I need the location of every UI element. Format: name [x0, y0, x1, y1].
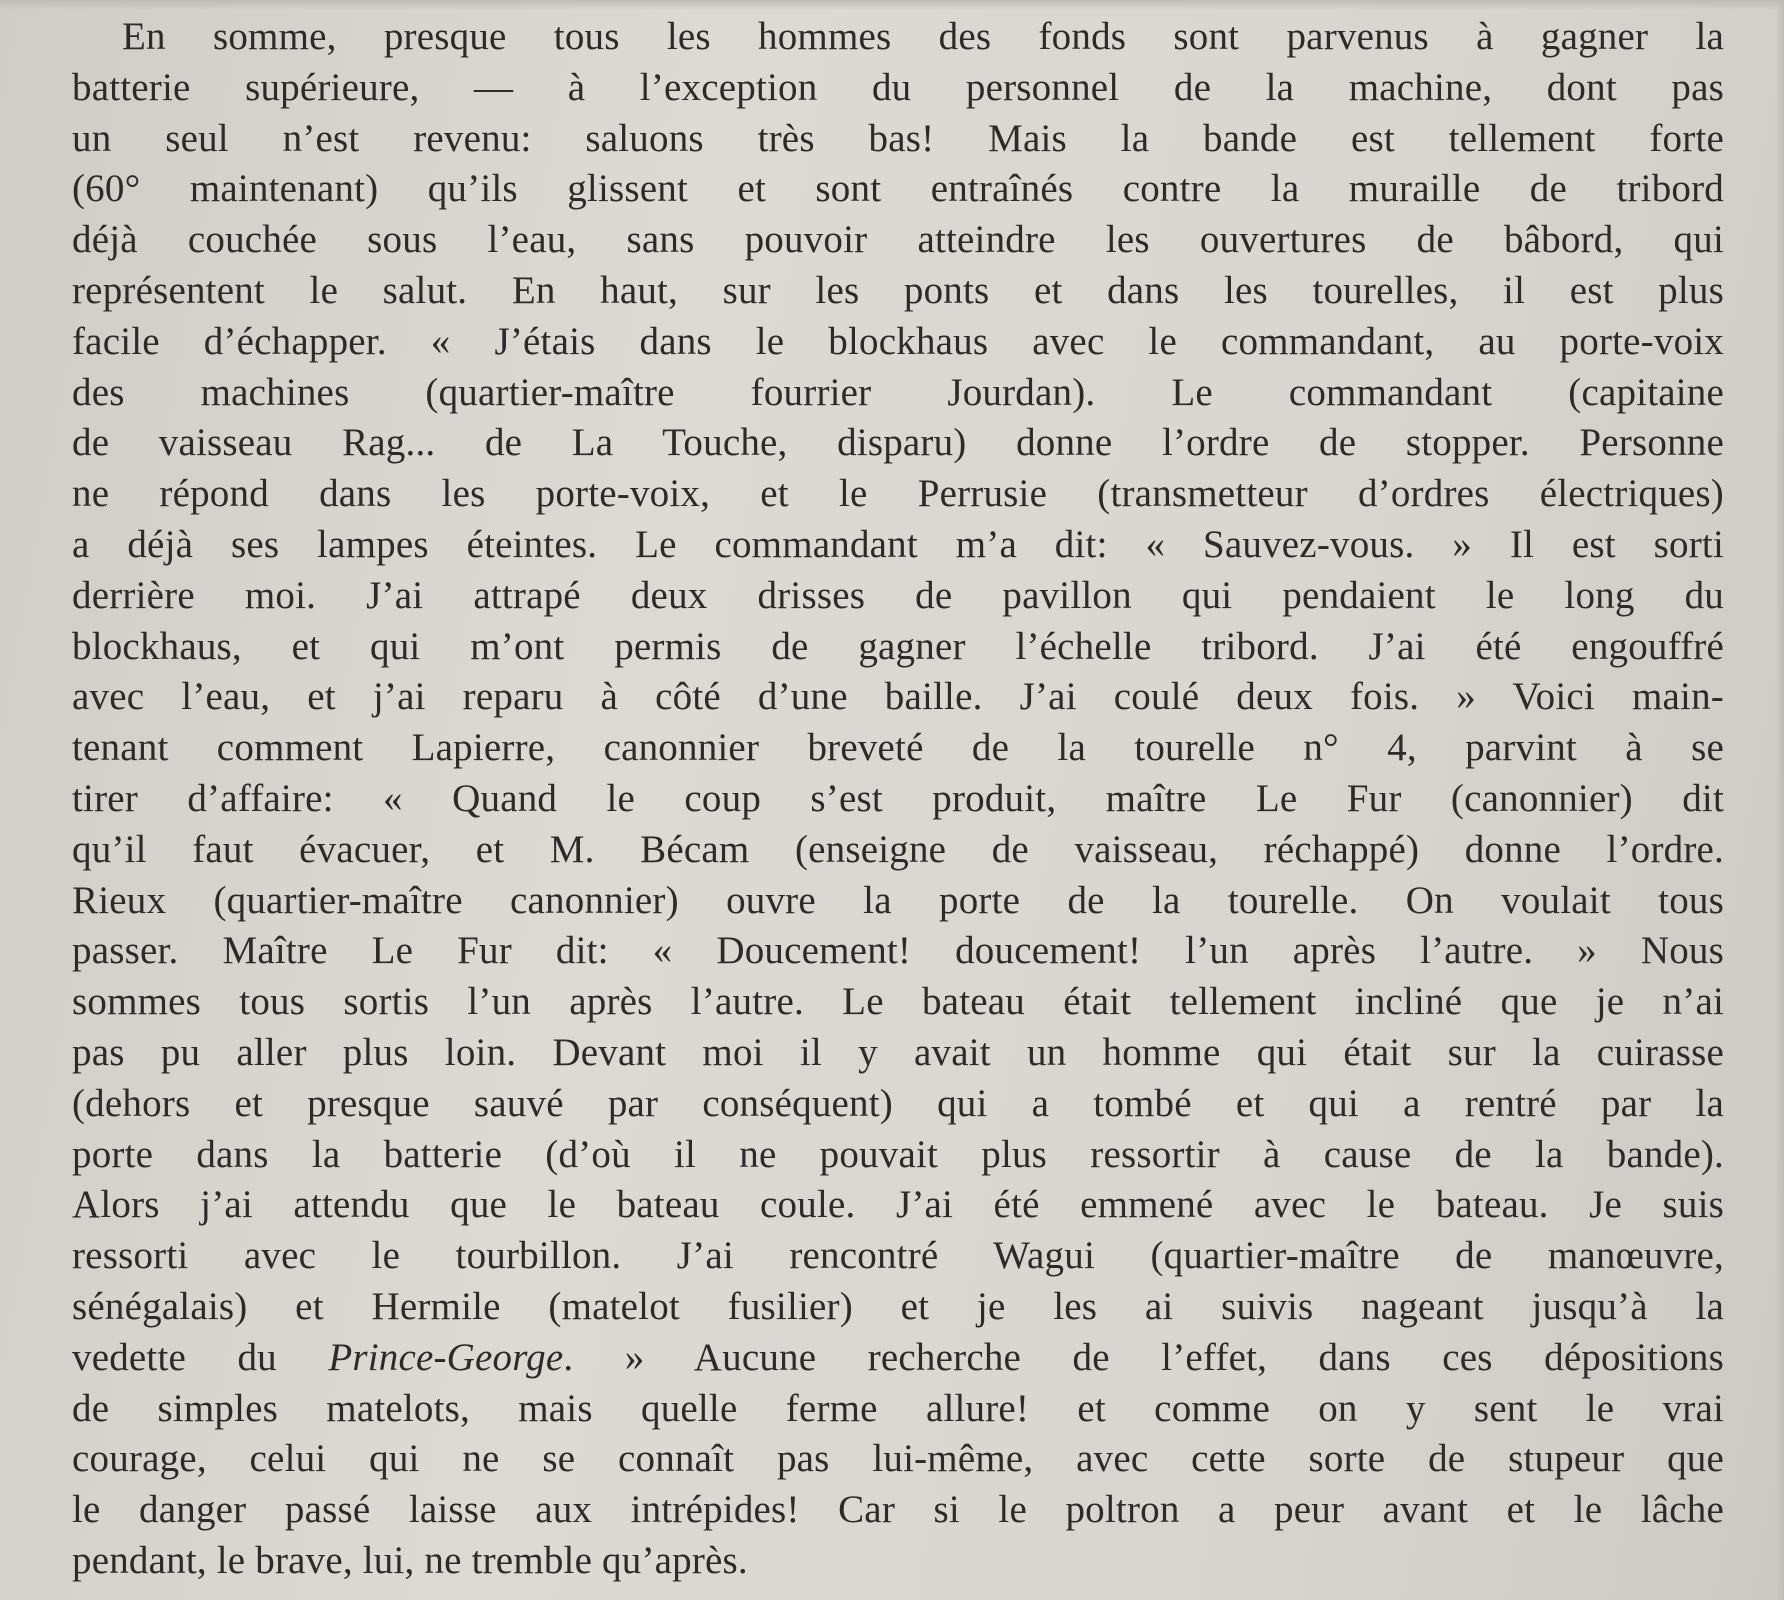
text-line-28: de simples matelots, mais quelle ferme allure! et comme on y sent le vrai [72, 1386, 1724, 1430]
text-line-16: tirer d’affaire: « Quand le coup s’est produit, maître Le Fur (canonnier) dit [72, 776, 1724, 820]
text-line-29: courage, celui qui ne se connaît pas lui-même, avec cette sorte de stupeur que [72, 1437, 1724, 1481]
text-line-7: facile d’échapper. « J’étais dans le blockhaus avec le commandant, au porte-voix [72, 319, 1724, 363]
text-line-5: déjà couchée sous l’eau, sans pouvoir atteindre les ouvertures de bâbord, qui [72, 218, 1724, 262]
text-line-31: pendant, le brave, lui, ne tremble qu’après. [72, 1538, 748, 1582]
text-line-30: le danger passé laisse aux intrépides! Car si le poltron a peur avant et le lâche [72, 1488, 1724, 1532]
text-line-2: batterie supérieure, — à l’exception du personnel de la machine, dont pas [72, 65, 1724, 109]
text-line-17: qu’il faut évacuer, et M. Bécam (enseigne de vaisseau, réchappé) donne l’ordre. [72, 827, 1724, 871]
text-line-27-start: vedette du [72, 1335, 329, 1379]
text-line-4: (60° maintenant) qu’ils glissent et sont entraînés contre la muraille de tribord [72, 167, 1724, 211]
text-line-25: ressorti avec le tourbillon. J’ai rencontré Wagui (quartier-maître de manœuvre, [72, 1234, 1724, 1278]
text-line-24: Alors j’ai attendu que le bateau coule. J’ai été emmené avec le bateau. Je suis [72, 1183, 1724, 1227]
text-line-19: passer. Maître Le Fur dit: « Doucement! doucement! l’un après l’autre. » Nous [72, 929, 1724, 973]
text-line-13: blockhaus, et qui m’ont permis de gagner l’échelle tribord. J’ai été engouffré [72, 624, 1724, 668]
text-line-26: sénégalais) et Hermile (matelot fusilier) et je les ai suivis nageant jusqu’à la [72, 1284, 1724, 1328]
page-right-edge [1776, 0, 1784, 1600]
text-line-1: En somme, presque tous les hommes des fonds sont parvenus à gagner la [122, 15, 1724, 58]
text-line-27 [72, 1333, 1724, 1384]
body-paragraph [72, 12, 1724, 1587]
text-line-9: de vaisseau Rag... de La Touche, disparu) donne l’ordre de stopper. Personne [72, 421, 1724, 465]
text-line-6: représentent le salut. En haut, sur les ponts et dans les tourelles, il est plus [72, 268, 1724, 312]
text-line-18: Rieux (quartier-maître canonnier) ouvre la porte de la tourelle. On voulait tous [72, 878, 1724, 922]
text-line-11: a déjà ses lampes éteintes. Le commandant m’a dit: « Sauvez-vous. » Il est sorti [72, 522, 1724, 566]
text-line-10: ne répond dans les porte-voix, et le Perrusie (transmetteur d’ordres électriques) [72, 472, 1724, 516]
text-line-8: des machines (quartier-maître fourrier Jourdan). Le commandant (capitaine [72, 370, 1724, 414]
page-top-edge [0, 0, 1784, 10]
text-line-12: derrière moi. J’ai attrapé deux drisses de pavillon qui pendaient le long du [72, 573, 1724, 617]
text-line-23: porte dans la batterie (d’où il ne pouvait plus ressortir à cause de la bande). [72, 1132, 1724, 1176]
text-line-21: pas pu aller plus loin. Devant moi il y avait un homme qui était sur la cuirasse [72, 1030, 1724, 1074]
text-line-3: un seul n’est revenu: saluons très bas! Mais la bande est tellement forte [72, 116, 1724, 160]
text-line-14: avec l’eau, et j’ai reparu à côté d’une baille. J’ai coulé deux fois. » Voici main- [72, 675, 1724, 719]
text-line-27-end: . » Aucune recherche de l’effet, dans ces dépositions [563, 1335, 1724, 1379]
ship-name-italic: Prince-George [328, 1335, 564, 1379]
text-line-22: (dehors et presque sauvé par conséquent) qui a tombé et qui a rentré par la [72, 1081, 1724, 1125]
text-line-20: sommes tous sortis l’un après l’autre. Le bateau était tellement incliné que je n’ai [72, 980, 1724, 1024]
text-line-15: tenant comment Lapierre, canonnier breveté de la tourelle n° 4, parvint à se [72, 726, 1724, 770]
